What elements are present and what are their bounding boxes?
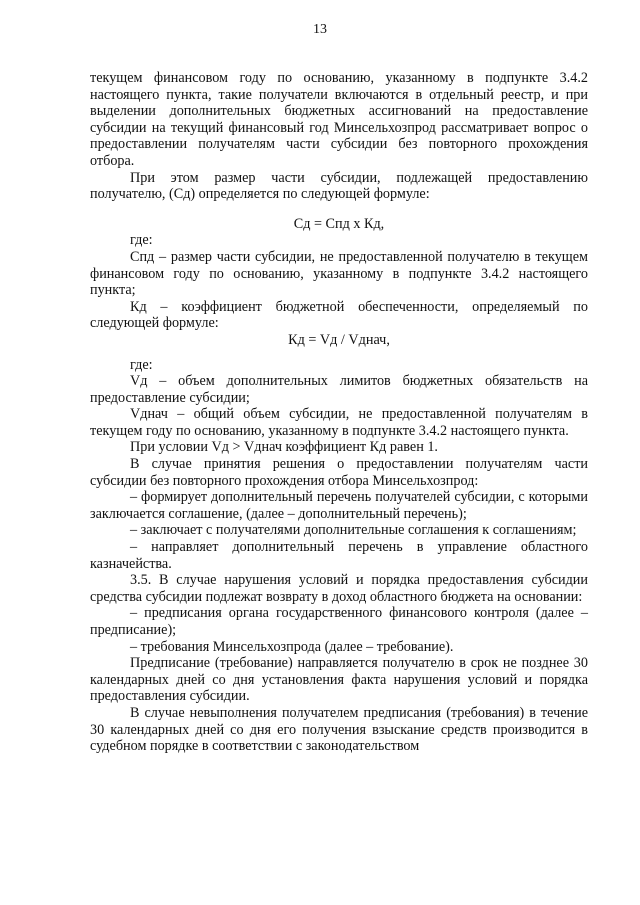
paragraph-vdnach-definition: Vднач – общий объем субсидии, не предоставленной получателям в текущем году по основанию, указанному в подпункте 3.4.2 настоящего пункта. xyxy=(90,406,588,439)
list-item-forms-list: – формирует дополнительный перечень получателей субсидии, с которыми заключается соглашение, (далее – дополнительный перечень); xyxy=(90,489,588,522)
paragraph-where-1: где: xyxy=(130,232,153,249)
paragraph-decision: В случае принятия решения о предоставлении получателям части субсидии без повторного прохождения отбора Минсельхозпрод: xyxy=(90,456,588,489)
paragraph-spd-definition: Спд – размер части субсидии, не предоставленной получателю в текущем финансовом году по основанию, указанному в подпункте 3.4.2 настоящего пункта; xyxy=(90,248,588,299)
formula-kd: Кд = Vд / Vднач, xyxy=(288,331,390,348)
list-item-prescription: – предписания органа государственного финансового контроля (далее – предписание); xyxy=(90,605,588,638)
paragraph-kd-definition: Кд – коэффициент бюджетной обеспеченности, определяемый по следующей формуле: xyxy=(90,298,588,332)
list-item-concludes-agreements: – заключает с получателями дополнительные соглашения к соглашениям; xyxy=(130,522,577,539)
list-item-sends-list: – направляет дополнительный перечень в управление областного казначейства. xyxy=(90,539,588,572)
page-number: 13 xyxy=(313,22,327,37)
paragraph-prescription-deadline: Предписание (требование) направляется получателю в срок не позднее 30 календарных дней со дня установления факта нарушения условий и порядка предоставления субсидии. xyxy=(90,655,588,705)
paragraph-non-compliance: В случае невыполнения получателем предписания (требования) в течение 30 календарных дней со дня его получения взыскание средств производится в судебном порядке в соответствии с законодательством xyxy=(90,704,588,755)
paragraph-continuation: текущем финансовом году по основанию, указанному в подпункте 3.4.2 настоящего пункта, такие получатели включаются в отдельный реестр, и при выделении дополнительных бюджетных ассигнований на предоставление субсидии на текущий финансовый год Минсельхозпрод рассматривает вопрос о предоставлении получателям части субсидии без повторного прохождения отбора. xyxy=(90,70,588,169)
list-item-requirement: – требования Минсельхозпрода (далее – требование). xyxy=(130,638,454,655)
paragraph-condition: При условии Vд > Vднач коэффициент Кд равен 1. xyxy=(130,439,438,456)
paragraph-where-2: где: xyxy=(130,356,153,373)
paragraph-vd-definition: Vд – объем дополнительных лимитов бюджетных обязательств на предоставление субсидии; xyxy=(90,373,588,406)
formula-sd: Сд = Спд х Кд, xyxy=(293,215,385,232)
paragraph-size-of-subsidy: При этом размер части субсидии, подлежащей предоставлению получателю, (Сд) определяется по следующей формуле: xyxy=(90,169,588,203)
paragraph-section-3-5: 3.5. В случае нарушения условий и порядка предоставления субсидии средства субсидии подлежат возврату в доход областного бюджета на основании: xyxy=(90,572,588,605)
document-body xyxy=(90,70,588,755)
